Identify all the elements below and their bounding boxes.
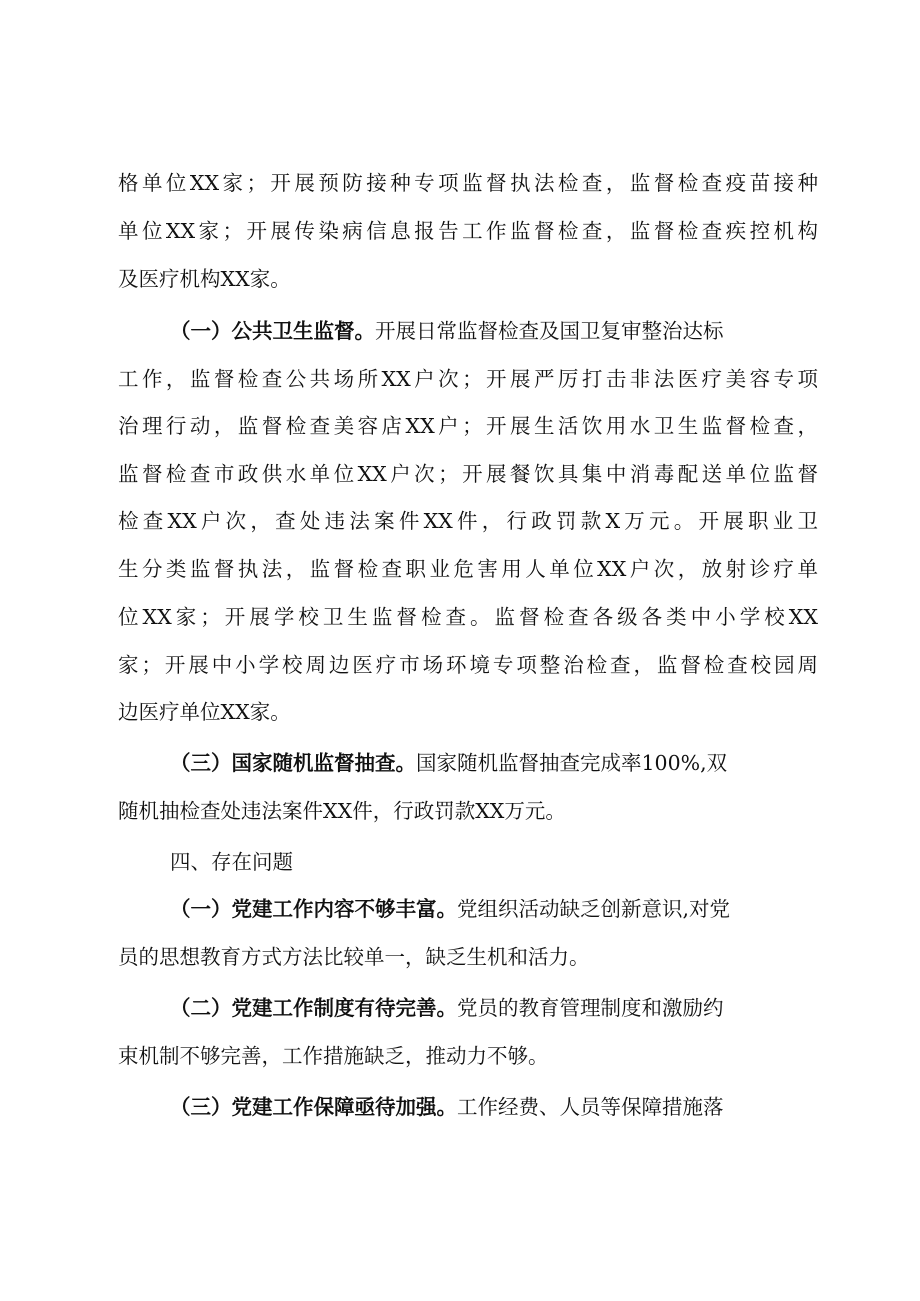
issue-3-text-1: 工作经费、人员等保障措施落	[457, 1095, 724, 1119]
public-health-text-1: 开展日常监督检查及国卫复审整治达标	[375, 319, 724, 343]
issue-1-heading: （一）党建工作内容不够丰富。	[170, 897, 457, 921]
random-inspection-line-1	[170, 748, 818, 778]
public-health-line-8: 家；开展中小学校周边医疗市场环境专项整治检查，监督检查校园周	[118, 653, 818, 677]
random-inspection-line-2: 随机抽检查处违法案件XX件，行政罚款XX万元。	[118, 799, 566, 823]
paragraph-1-line-2: 单位XX家；开展传染病信息报告工作监督检查，监督检查疾控机构	[118, 219, 818, 243]
public-health-line-2: 工作，监督检查公共场所XX户次；开展严厉打击非法医疗美容专项	[118, 367, 818, 391]
issue-3-heading: （三）党建工作保障亟待加强。	[170, 1095, 457, 1119]
issue-2-line-1	[170, 993, 818, 1023]
section-four-heading: 四、存在问题	[170, 850, 293, 874]
public-health-line-1	[170, 316, 818, 346]
public-health-line-7: 位XX家；开展学校卫生监督检查。监督检查各级各类中小学校XX	[118, 605, 818, 629]
issue-2-line-2: 束机制不够完善，工作措施缺乏，推动力不够。	[118, 1044, 549, 1068]
issue-1-line-1	[170, 894, 818, 924]
public-health-line-6: 生分类监督执法，监督检查职业危害用人单位XX户次，放射诊疗单	[118, 557, 818, 581]
random-inspection-text-1: 国家随机监督抽查完成率100%,双	[416, 751, 728, 775]
issue-3-line-1	[170, 1092, 818, 1122]
random-inspection-heading: （三）国家随机监督抽查。	[170, 751, 416, 775]
public-health-line-9: 边医疗单位XX家。	[118, 700, 291, 724]
public-health-line-5: 检查XX户次，查处违法案件XX件，行政罚款X万元。开展职业卫	[118, 509, 818, 533]
issue-1-line-2: 员的思想教育方式方法比较单一，缺乏生机和活力。	[118, 945, 590, 969]
issue-2-heading: （二）党建工作制度有待完善。	[170, 996, 457, 1020]
public-health-line-4: 监督检查市政供水单位XX户次；开展餐饮具集中消毒配送单位监督	[118, 462, 818, 486]
public-health-line-3: 治理行动，监督检查美容店XX户；开展生活饮用水卫生监督检查，	[118, 414, 818, 438]
paragraph-1-line-3: 及医疗机构XX家。	[118, 267, 291, 291]
paragraph-1-line-1: 格单位XX家；开展预防接种专项监督执法检查，监督检查疫苗接种	[118, 171, 818, 195]
issue-2-text-1: 党员的教育管理制度和激励约	[457, 996, 724, 1020]
issue-1-text-1: 党组织活动缺乏创新意识,对党	[457, 897, 731, 921]
public-health-heading: （一）公共卫生监督。	[170, 319, 375, 343]
